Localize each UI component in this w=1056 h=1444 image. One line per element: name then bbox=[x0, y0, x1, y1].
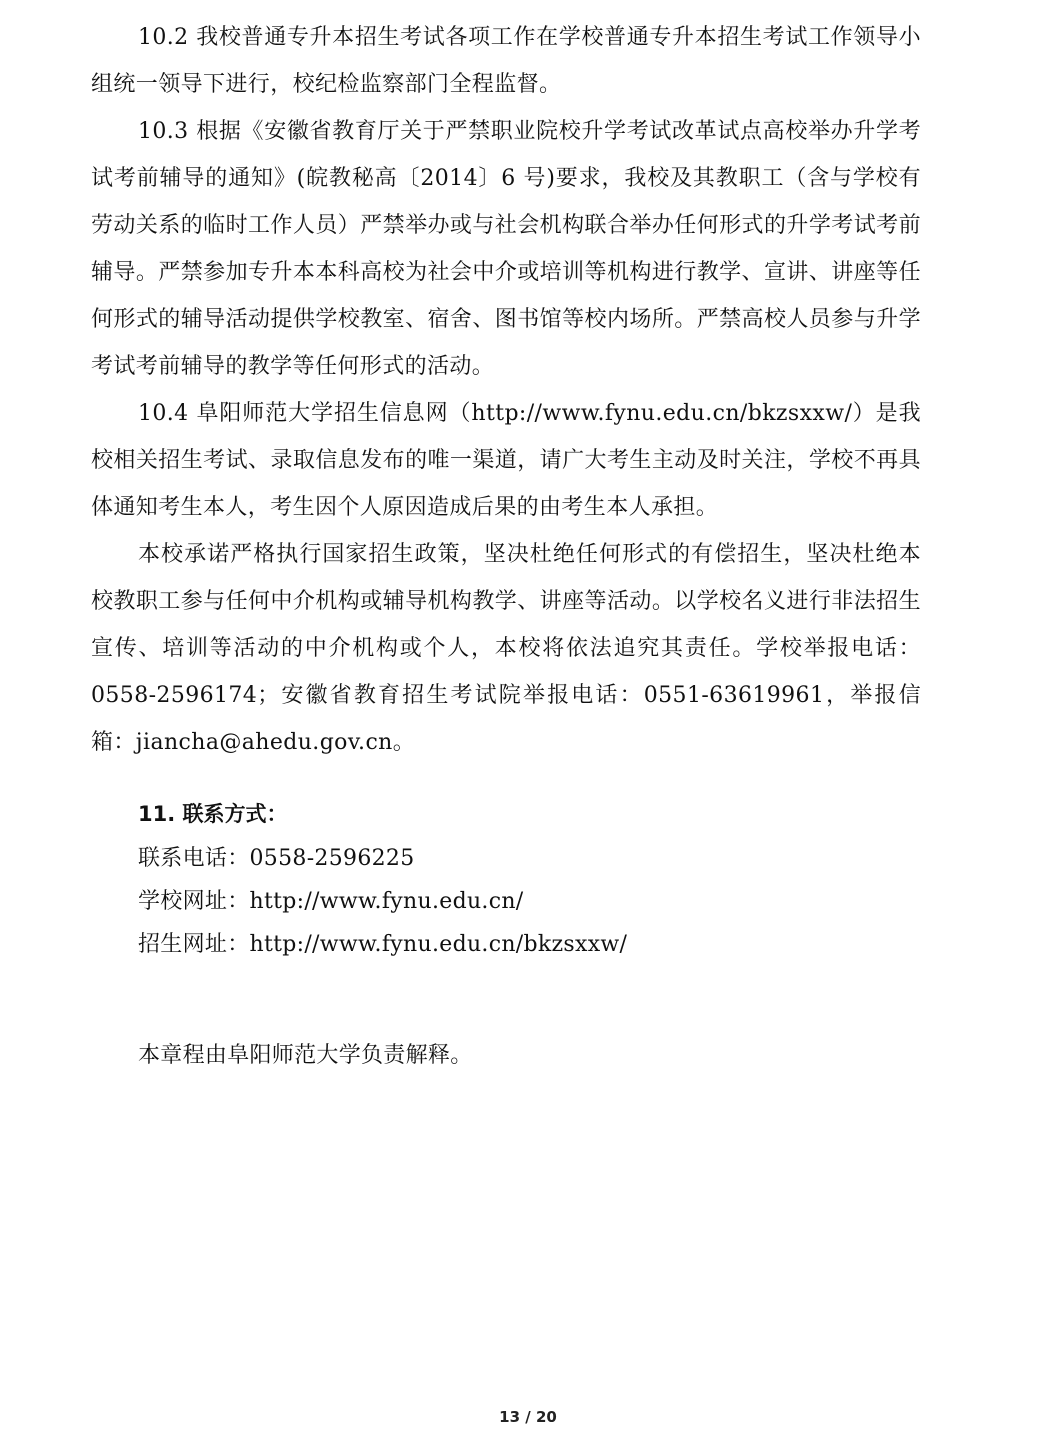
contact-block bbox=[138, 837, 921, 966]
contact-admission-site: 招生网址：http://www.fynu.edu.cn/bkzsxxw/ bbox=[138, 932, 628, 957]
contact-school-site: 学校网址：http://www.fynu.edu.cn/ bbox=[138, 889, 524, 914]
section-heading-contact: 11. 联系方式： bbox=[138, 802, 288, 826]
page-number: 13 / 20 bbox=[499, 1408, 557, 1426]
paragraph-10-2: 10.2 我校普通专升本招生考试各项工作在学校普通专升本招生考试工作领导小组统一领导下进行，校纪检监察部门全程监督。 bbox=[91, 25, 921, 97]
document-body bbox=[91, 14, 921, 1071]
paragraph-commitment: 本校承诺严格执行国家招生政策，坚决杜绝任何形式的有偿招生，坚决杜绝本校教职工参与任何中介机构或辅导机构教学、讲座等活动。以学校名义进行非法招生宣传、培训等活动的中介机构或个人，本校将依法追究其责任。学校举报电话：0558-2596174；安徽省教育招生考试院举报电话：0551-63619961，举报信箱：jiancha@ahedu.gov.cn。 bbox=[91, 542, 921, 755]
closing-statement: 本章程由阜阳师范大学负责解释。 bbox=[138, 1043, 473, 1068]
paragraph-10-4: 10.4 阜阳师范大学招生信息网（http://www.fynu.edu.cn/bkzsxxw/）是我校相关招生考试、录取信息发布的唯一渠道，请广大考生主动及时关注，学校不再具体通知考生本人，考生因个人原因造成后果的由考生本人承担。 bbox=[91, 401, 921, 520]
paragraph-10-3: 10.3 根据《安徽省教育厅关于严禁职业院校升学考试改革试点高校举办升学考试考前辅导的通知》(皖教秘高〔2014〕6 号)要求，我校及其教职工（含与学校有劳动关系的临时工作人员）严禁举办或与社会机构联合举办任何形式的升学考试考前辅导。严禁参加专升本本科高校为社会中介或培训等机构进行教学、宣讲、讲座等任何形式的辅导活动提供学校教室、宿舍、图书馆等校内场所。严禁高校人员参与升学考试考前辅导的教学等任何形式的活动。 bbox=[91, 119, 921, 379]
contact-phone: 联系电话：0558-2596225 bbox=[138, 846, 415, 871]
